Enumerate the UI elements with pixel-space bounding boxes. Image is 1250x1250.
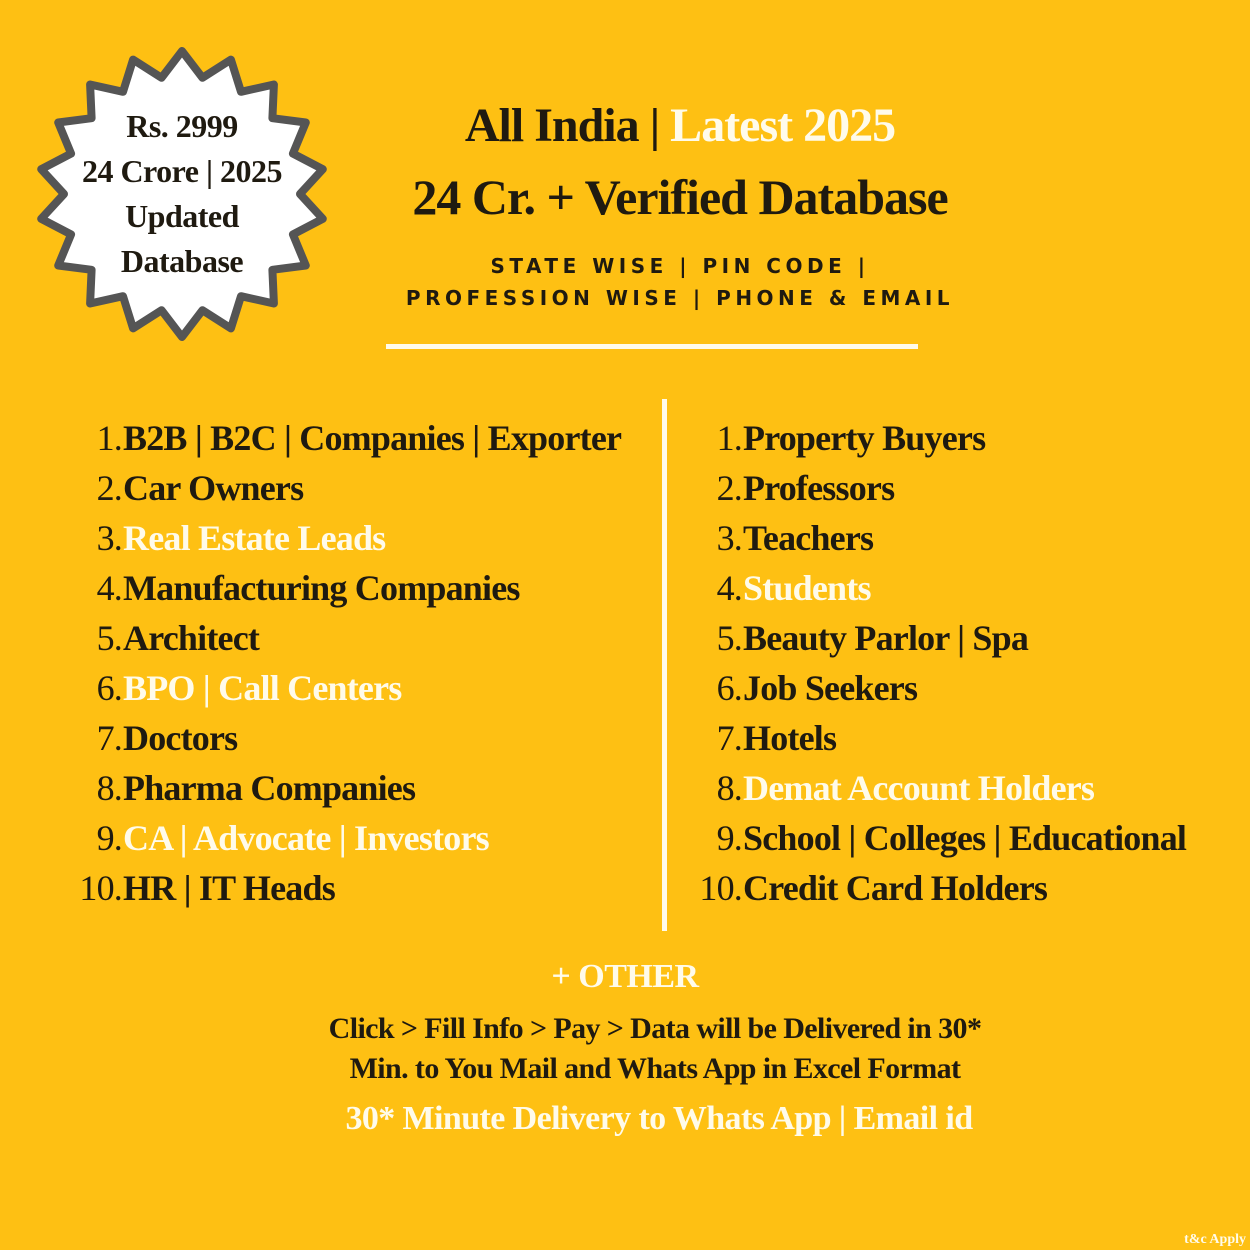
item-label: Professors [743, 468, 895, 508]
item-label: Architect [123, 618, 260, 658]
column-divider [662, 399, 667, 931]
badge-database: Database [120, 243, 244, 279]
item-number: 8. [96, 768, 122, 808]
item-number: 1. [716, 418, 742, 458]
header-divider [386, 344, 918, 349]
item-label: Job Seekers [743, 668, 918, 708]
item-label: Doctors [123, 718, 238, 758]
item-number: 2. [716, 468, 742, 508]
item-number: 3. [96, 518, 122, 558]
list-item [70, 713, 621, 763]
item-number: 2. [96, 468, 122, 508]
item-number: 7. [96, 718, 122, 758]
item-label: Real Estate Leads [123, 518, 386, 558]
list-item [690, 863, 1186, 913]
filter-line-2: PROFESSION WISE | PHONE & EMAIL [405, 286, 955, 310]
list-item [690, 463, 1186, 513]
badge-updated: Updated [125, 198, 239, 234]
item-number: 6. [96, 668, 122, 708]
list-item [70, 613, 621, 663]
list-item [70, 763, 621, 813]
list-item [690, 413, 1186, 463]
item-label: BPO | Call Centers [123, 668, 402, 708]
price-badge [34, 46, 330, 342]
delivery-steps: Click > Fill Info > Pay > Data will be Delivered in 30* [328, 1012, 982, 1045]
terms-note: t&c Apply [1184, 1232, 1246, 1247]
right-category-list [690, 413, 1186, 913]
item-number: 5. [96, 618, 122, 658]
list-item [70, 463, 621, 513]
item-number: 6. [716, 668, 742, 708]
item-label: Manufacturing Companies [123, 568, 520, 608]
item-number: 9. [96, 818, 122, 858]
item-number: 1. [96, 418, 122, 458]
delivery-highlight: 30* Minute Delivery to Whats App | Email id [345, 1100, 973, 1137]
item-number: 10. [79, 868, 122, 908]
subheadline: 24 Cr. + Verified Database [412, 169, 948, 225]
item-label: Beauty Parlor | Spa [743, 618, 1029, 658]
item-number: 9. [716, 818, 742, 858]
item-number: 3. [716, 518, 742, 558]
badge-text [34, 46, 330, 342]
item-label: School | Colleges | Educational [743, 818, 1187, 858]
item-number: 7. [716, 718, 742, 758]
item-number: 5. [716, 618, 742, 658]
item-label: Demat Account Holders [743, 768, 1095, 808]
item-label: Property Buyers [743, 418, 986, 458]
other-label: + OTHER [551, 958, 699, 995]
list-item [690, 563, 1186, 613]
item-label: CA | Advocate | Investors [123, 818, 489, 858]
list-item [690, 713, 1186, 763]
list-item [70, 813, 621, 863]
item-label: Pharma Companies [123, 768, 416, 808]
headline-latest: Latest 2025 [670, 99, 896, 152]
item-label: HR | IT Heads [123, 868, 335, 908]
list-item [70, 863, 621, 913]
list-item [70, 563, 621, 613]
list-item [690, 813, 1186, 863]
list-item [70, 513, 621, 563]
list-item [70, 413, 621, 463]
list-item [70, 663, 621, 713]
list-item [690, 663, 1186, 713]
item-label: Students [743, 568, 871, 608]
headline [330, 98, 1030, 153]
item-label: B2B | B2C | Companies | Exporter [123, 418, 622, 458]
item-number: 8. [716, 768, 742, 808]
badge-price: Rs. 2999 [126, 108, 238, 144]
item-label: Credit Card Holders [743, 868, 1048, 908]
headline-all-india: All India | [464, 99, 671, 152]
list-item [690, 613, 1186, 663]
left-category-list [70, 413, 621, 913]
item-label: Car Owners [123, 468, 304, 508]
badge-size: 24 Crore | 2025 [81, 153, 283, 189]
filter-line-1: STATE WISE | PIN CODE | [490, 254, 870, 278]
item-number: 4. [716, 568, 742, 608]
list-item [690, 763, 1186, 813]
delivery-format: Min. to You Mail and Whats App in Excel Format [349, 1052, 961, 1085]
item-number: 4. [96, 568, 122, 608]
item-number: 10. [699, 868, 742, 908]
item-label: Teachers [743, 518, 874, 558]
item-label: Hotels [743, 718, 837, 758]
list-item [690, 513, 1186, 563]
